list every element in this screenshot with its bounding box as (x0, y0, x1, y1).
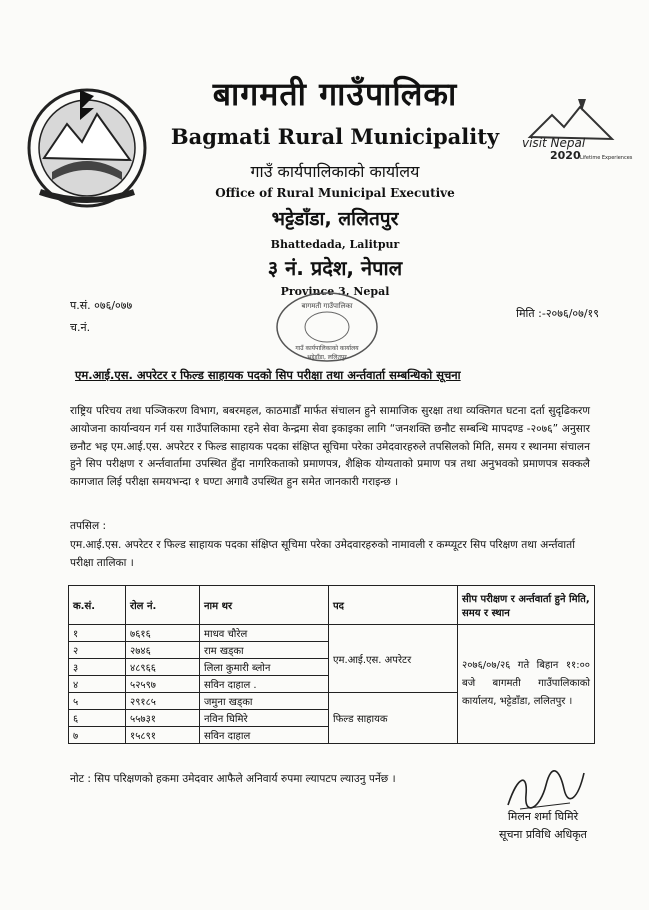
municipality-name-nepali: बागमती गाउँपालिका (212, 75, 458, 113)
visit-year: 2020 (550, 149, 581, 162)
svg-text:गाउँ कार्यपालिकाको कार्यालय: गाउँ कार्यपालिकाको कार्यालय (295, 345, 359, 352)
table-row: ५ २९१८५ जमुना खड्का फिल्ड साहायक (69, 693, 595, 710)
notice-date: मिति :-२०७६/०७/१९ (516, 307, 599, 320)
notice-body: राष्ट्रिय परिचय तथा पञ्जिकरण विभाग, बबरमहल, काठमाडौँ मार्फत संचालन हुने सामाजिक सुरक्षा तथा व्यक्तिगत घटना दर्ता सुदृढिकरण आयोजना कार्यान्वयन गर्न यस गाउँपालिकामा रहने सेवा केन्द्रमा सेवा इकाइका लागि “जनशक्ति छनौट सम्बन्धि मापदण्ड -२०७६” अनुसार छनौट भइ एम.आई.एस. अपरेटर र फिल्ड साहायक पदका संक्षिप्त सूचिमा परेका उमेदवारहरुले तपसिलको मिति, समय र स्थानमा संचालन हुने सिप परीक्षण र अर्न्तवार्तामा उपस्थित हुँदा नागरिकताको प्रमाणपत्र, शैक्षिक योग्यताको प्रमाण पत्र तथा अनुभवको प्रमाणपत्र सक्कलै कागजात लिई परीक्षा समयभन्दा १ घण्टा अगावै उपस्थित हुन समेत जानकारी गराइन्छ । (70, 405, 590, 489)
col-schedule: सीप परीक्षण र अर्न्तवार्ता हुने मिति, समय र स्थान (458, 586, 595, 625)
post-mis-operator: एम.आई.एस. अपरेटर (329, 625, 458, 693)
dispatch-number: च.नं. (70, 321, 91, 334)
table-header-row (69, 586, 595, 625)
office-name-english: Office of Rural Municipal Executive (215, 186, 455, 200)
post-field-assistant: फिल्ड साहायक (329, 693, 458, 744)
col-post: पद (329, 586, 458, 625)
signer-title: सूचना प्रविधि अधिकृत (499, 828, 587, 841)
details-label: तपसिल : (70, 520, 107, 532)
province-english: Province 3, Nepal (280, 285, 390, 298)
table-row: ३ ४८९६६ लिला कुमारी ब्लोन (69, 659, 595, 676)
col-roll: रोल नं. (126, 586, 200, 625)
table-row: ४ ५२५९७ सविन दाहाल . (69, 676, 595, 693)
candidate-table (68, 585, 595, 744)
visit-nepal-logo (520, 95, 633, 165)
location-english: Bhattedada, Lalitpur (270, 238, 400, 251)
office-name-nepali: गाउँ कार्यपालिकाको कार्यालय (250, 162, 420, 181)
visit-text: visit Nepal (522, 136, 586, 150)
table-row: ७ १५८९१ सविन दाहाल (69, 727, 595, 744)
signature-mark (500, 765, 590, 813)
table-intro: एम.आई.एस. अपरेटर र फिल्ड साहायक पदका संक्षिप्त सूचिमा परेका उमेदवारहरुको नामावली र कम्प्यूटर सिप परिक्षण तथा अर्न्तवार्ता परीक्षा तालिका । (70, 539, 575, 569)
table-row: २ २७४६ राम खड्का (69, 642, 595, 659)
office-stamp (272, 288, 382, 366)
table-row: ६ ५५७३१ नविन घिमिरे (69, 710, 595, 727)
visit-tag: Lifetime Experiences (580, 155, 633, 161)
col-serial: क.सं. (69, 586, 126, 625)
laptop-note: नोट : सिप परिक्षणको हकमा उमेदवार आफैले अनिवार्य रुपमा ल्यापटप ल्याउनु पर्नेछ । (70, 773, 396, 785)
location-nepali: भट्टेडाँडा, ललितपुर (271, 208, 399, 230)
schedule-cell: २०७६/०७/२६ गते बिहान ११:०० बजे बागमती गाउँपालिकाको कार्यालय, भट्टेडाँडा, ललितपुर । (458, 625, 595, 744)
notice-subject: एम.आई.एस. अपरेटर र फिल्ड साहायक पदको सिप परीक्षा तथा अर्न्तवार्ता सम्बन्धिको सूचना (75, 368, 461, 382)
province-nepali: ३ नं. प्रदेश, नेपाल (267, 256, 403, 280)
table-row: १ ७६१६ माधव चौरेल एम.आई.एस. अपरेटर २०७६/०७/२६ गते बिहान ११:०० बजे बागमती गाउँपालिकाको कार्यालय, भट्टेडाँडा, ललितपुर । (69, 625, 595, 642)
signer-name: मिलन शर्मा घिमिरे (507, 810, 579, 823)
svg-text:भट्टेडाँडा, ललितपुर: भट्टेडाँडा, ललितपुर (307, 354, 347, 361)
svg-text:बागमती गाउँपालिका: बागमती गाउँपालिका (301, 302, 353, 310)
municipality-name-english: Bagmati Rural Municipality (170, 124, 500, 149)
nepal-emblem-icon (22, 80, 152, 210)
col-name: नाम थर (200, 586, 329, 625)
reference-number: प.सं. ०७६/०७७ (70, 299, 133, 312)
signer-block (478, 808, 608, 844)
